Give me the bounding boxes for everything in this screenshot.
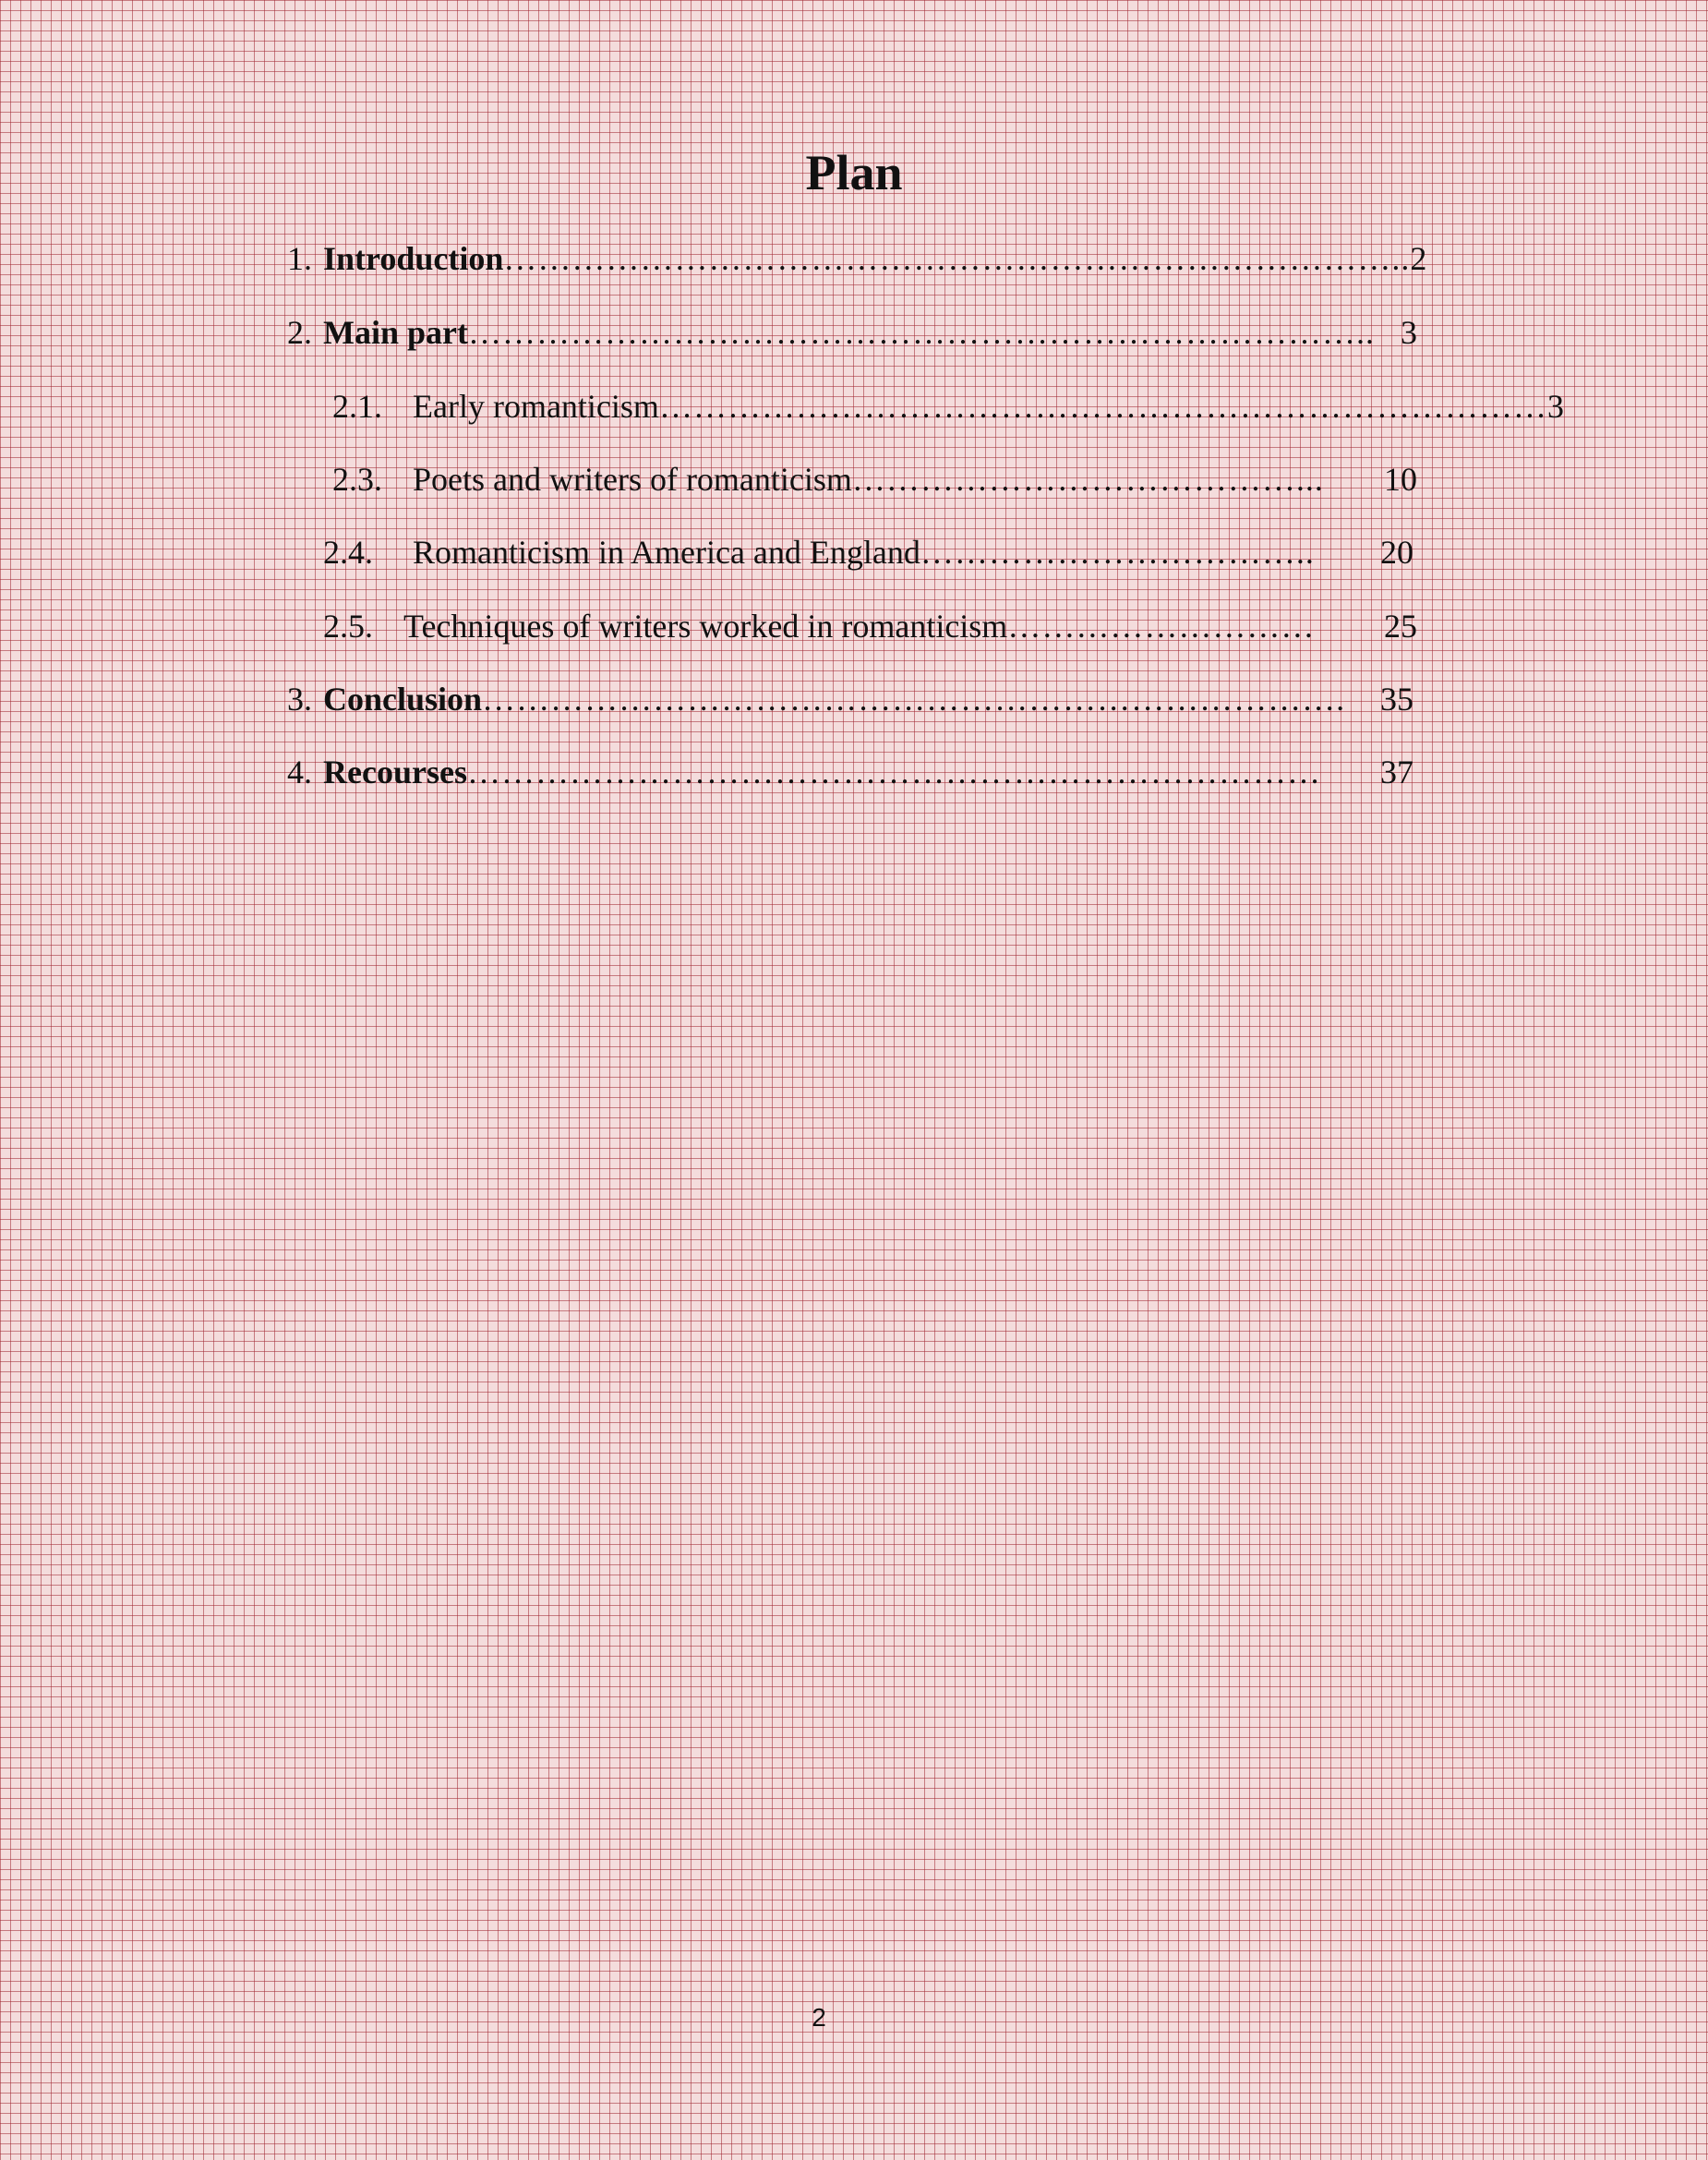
toc-entry-label: Introduction [323, 240, 504, 277]
toc-entry-label: Main part [323, 314, 468, 351]
toc-entry-introduction [287, 238, 1427, 279]
toc-entry-number: 3. [287, 681, 312, 718]
toc-dot-leader: …………………………………………………………………….. [503, 240, 1411, 277]
toc-entry-page: 20 [1380, 534, 1413, 571]
toc-entry-page: 37 [1380, 754, 1413, 790]
toc-entry-conclusion [287, 679, 1413, 719]
toc-entry-page: 3 [1546, 388, 1564, 425]
toc-entry-label: Romanticism in America and England [413, 534, 920, 571]
page-number: 2 [812, 2003, 826, 2032]
toc-entry-page: 25 [1384, 608, 1417, 645]
page-title: Plan [805, 145, 903, 200]
toc-entry-poets-and-writers [332, 459, 1417, 500]
toc-entry-recourses [287, 752, 1413, 792]
toc-dot-leader: …………………………………………………………………. [482, 681, 1346, 718]
toc-dot-leader: ……………………… [1007, 608, 1316, 645]
toc-entry-page: 3 [1401, 314, 1417, 351]
toc-entry-america-england [323, 532, 1413, 573]
toc-entry-label: Recourses [323, 754, 467, 790]
toc-dot-leader: …………………………….. [920, 534, 1315, 571]
toc-entry-label: Conclusion [323, 681, 483, 718]
toc-dot-leader: …………………………………………………………………….. [468, 314, 1375, 351]
toc-entry-page: 35 [1380, 681, 1413, 718]
toc-entry-label: Techniques of writers worked in romanticism [403, 608, 1008, 645]
toc-entry-main-part [287, 312, 1417, 353]
toc-entry-number: 1. [287, 240, 312, 277]
toc-entry-number: 2. [287, 314, 312, 351]
toc-dot-leader: ………………………………………………………………… [466, 754, 1321, 790]
toc-entry-number: 2.5. [323, 608, 373, 645]
toc-entry-label: Early romanticism [413, 388, 659, 425]
toc-entry-number: 2.1. [332, 388, 382, 425]
toc-entry-page: 10 [1384, 461, 1417, 498]
toc-entry-techniques [323, 606, 1417, 646]
toc-entry-early-romanticism [332, 386, 1564, 427]
toc-entry-number: 2.3. [332, 461, 382, 498]
toc-entry-label: Poets and writers of romanticism [413, 461, 852, 498]
toc-entry-page: 2 [1410, 240, 1427, 277]
toc-entry-number: 4. [287, 754, 312, 790]
toc-dot-leader: …………………………………... [851, 461, 1324, 498]
toc-dot-leader: …………………………………………………………………… [658, 388, 1547, 425]
toc-entry-number: 2.4. [323, 534, 373, 571]
